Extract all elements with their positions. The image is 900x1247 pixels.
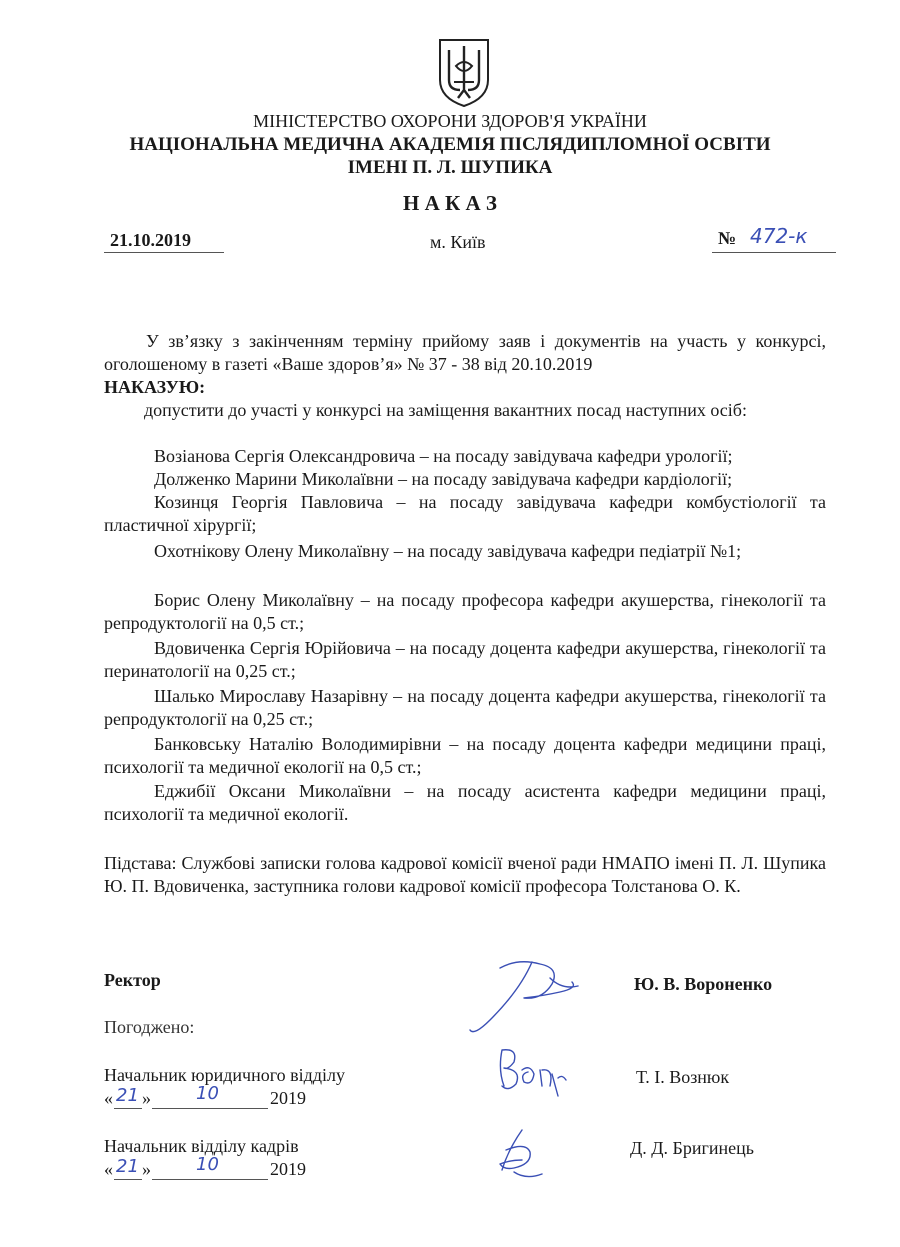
order-number-field (712, 226, 836, 253)
list-item: Банковську Наталію Володимирівни – на посаду доцента кафедри медицини праці, психології та медичної екології на 0,5 ст.; (104, 734, 826, 777)
intro-paragraph: У зв’язку з закінченням терміну прийому заяв і документів на участь у конкурсі, оголошеному в газеті «Ваше здоров’я» № 37 - 38 від 20.10.2019 (104, 331, 826, 374)
approval-date (104, 1083, 314, 1110)
date-day-handwritten: 21 (116, 1085, 139, 1106)
date-open-quote: « (104, 1088, 113, 1108)
list-item: Еджибії Оксани Миколаївни – на посаду асистента кафедри медицини праці, психології та медичної екології. (104, 781, 826, 824)
hr-dept-signature (486, 1120, 556, 1190)
list-item: Козинця Георгія Павловича – на посаду завідувача кафедри комбустіології та пластичної хірургії; (104, 492, 826, 535)
order-city: м. Київ (430, 232, 486, 252)
list-item: Вдовиченка Сергія Юрійовича – на посаду доцента кафедри акушерства, гінекології та перинатології на 0,25 ст.; (104, 638, 826, 681)
approval-date (104, 1154, 314, 1181)
approval-title: Начальник відділу кадрів (104, 1136, 299, 1156)
day-underline (114, 1158, 142, 1180)
day-underline (114, 1087, 142, 1109)
academy-name-line2: ІМЕНІ П. Л. ШУПИКА (347, 157, 553, 178)
list-item: Долженко Марини Миколаївни – на посаду завідувача кафедри кардіології; (154, 469, 733, 489)
order-number-handwritten: 472-к (750, 224, 808, 248)
list-item: Борис Олену Миколаївну – на посаду професора кафедри акушерства, гінекології та репродуктології на 0,5 ст.; (104, 590, 826, 633)
date-year: 2019 (270, 1088, 306, 1108)
trident-emblem-icon (436, 36, 492, 108)
lead-paragraph: допустити до участі у конкурсі на заміщення вакантних посад наступних осіб: (144, 400, 747, 420)
date-month-handwritten: 10 (196, 1154, 219, 1175)
legal-dept-signature (488, 1040, 578, 1110)
list-item: Охотнікову Олену Миколаївну – на посаду завідувача кафедри педіатрії №1; (154, 541, 742, 561)
date-open-quote: « (104, 1159, 113, 1179)
approval-title: Начальник юридичного відділу (104, 1065, 345, 1085)
date-close-quote: » (142, 1159, 151, 1179)
list-item: Возіанова Сергія Олександровича – на посаду завідувача кафедри урології; (154, 446, 733, 466)
date-close-quote: » (142, 1088, 151, 1108)
date-day-handwritten: 21 (116, 1156, 139, 1177)
document-type: Н А К А З (403, 191, 497, 215)
rector-signature (460, 950, 590, 1040)
number-label: № (718, 228, 737, 248)
agreed-label: Погоджено: (104, 1017, 195, 1037)
order-date: 21.10.2019 (104, 229, 224, 253)
academy-name-line1: НАЦІОНАЛЬНА МЕДИЧНА АКАДЕМІЯ ПІСЛЯДИПЛОМНОЇ ОСВІТИ (129, 134, 771, 155)
basis-paragraph: Підстава: Службові записки голова кадрової комісії вченої ради НМАПО імені П. Л. Шупика Ю. П. Вдовиченка, заступника голови кадрової комісії професора Толстанова О. К. (104, 853, 826, 896)
approval-name: Т. І. Вознюк (636, 1067, 730, 1087)
rector-title: Ректор (104, 970, 161, 990)
approval-name: Д. Д. Бригинець (630, 1138, 755, 1158)
order-word: НАКАЗУЮ: (104, 377, 206, 397)
ministry-name: МІНІСТЕРСТВО ОХОРОНИ ЗДОРОВ'Я УКРАЇНИ (253, 111, 647, 131)
list-item: Шалько Мирославу Назарівну – на посаду доцента кафедри акушерства, гінекології та репродуктології на 0,25 ст.; (104, 686, 826, 729)
date-month-handwritten: 10 (196, 1083, 219, 1104)
rector-name: Ю. В. Вороненко (634, 974, 773, 994)
date-year: 2019 (270, 1159, 306, 1179)
